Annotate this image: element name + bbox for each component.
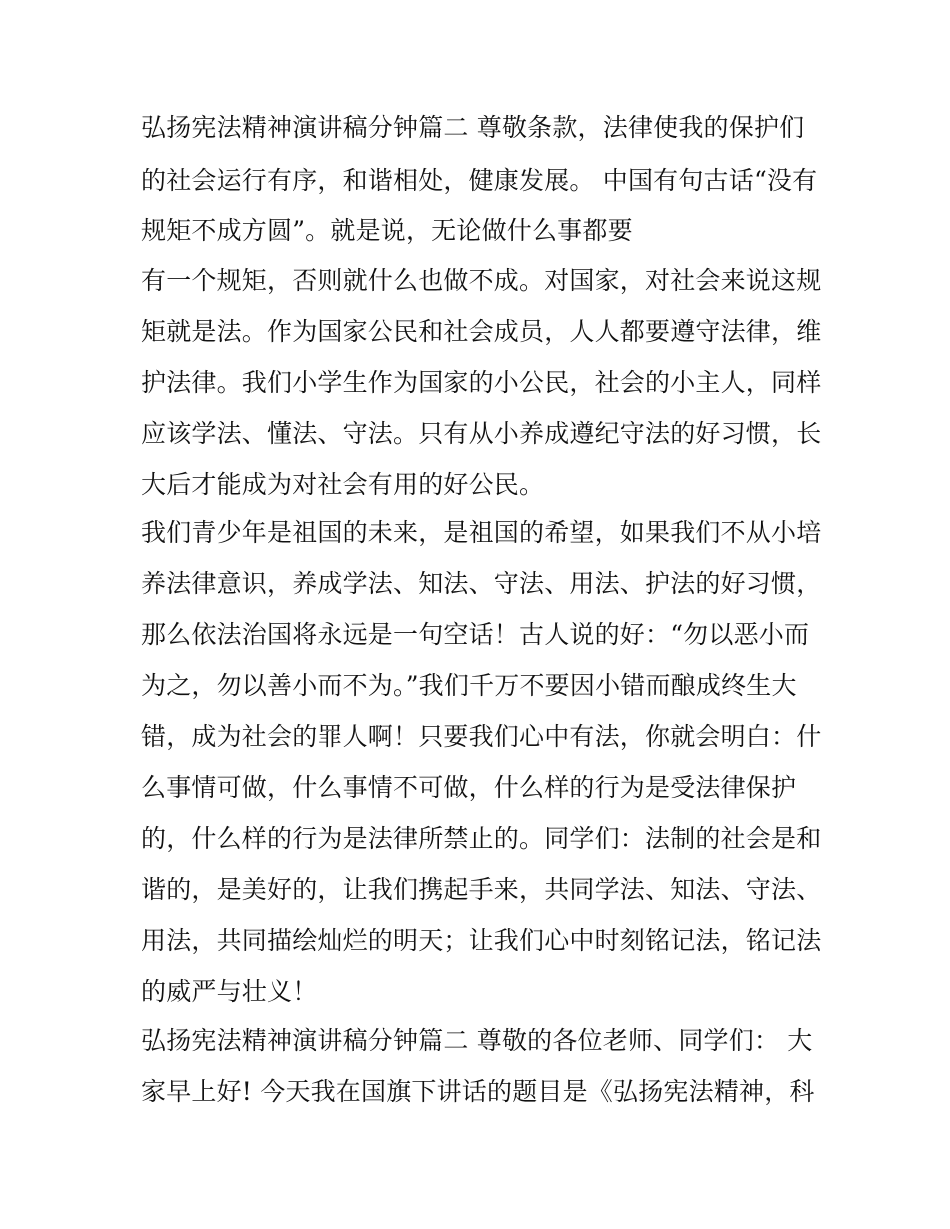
text-line: 的威严与壮义！ (141, 977, 318, 1006)
text-line: 养法律意识，养成学法、知法、守法、用法、护法的好习惯， (141, 569, 822, 598)
text-line: 用法，共同描绘灿烂的明天；让我们心中时刻铭记法，铭记法 (141, 926, 822, 955)
text-line: 错，成为社会的罪人啊！只要我们心中有法，你就会明白：什 (141, 722, 822, 751)
text-line: 么事情可做，什么事情不可做，什么样的行为是受法律保护 (141, 773, 797, 802)
text-line: 谐的，是美好的，让我们携起手来，共同学法、知法、守法、 (141, 875, 822, 904)
text-line: 矩就是法。作为国家公民和社会成员，人人都要遵守法律，维 (141, 317, 822, 346)
text-line: 为之，勿以善小而不为。”我们千万不要因小错而酿成终生大 (141, 671, 797, 700)
text-line: 的，什么样的行为是法律所禁止的。同学们：法制的社会是和 (141, 824, 822, 853)
text-line: 护法律。我们小学生作为国家的小公民，社会的小主人，同样 (141, 368, 822, 397)
text-line: 家早上好! 今天我在国旗下讲话的题目是《弘扬宪法精神，科 (141, 1077, 815, 1106)
text-line: 的社会运行有序，和谐相处，健康发展。 中国有句古话“没有 (141, 166, 818, 195)
text-line: 有一个规矩，否则就什么也做不成。对国家，对社会来说这规 (141, 266, 822, 295)
text-line: 应该学法、懂法、守法。只有从小养成遵纪守法的好习惯，长 (141, 419, 822, 448)
text-line: 我们青少年是祖国的未来，是祖国的希望，如果我们不从小培 (141, 518, 822, 547)
text-line: 大后才能成为对社会有用的好公民。 (141, 470, 545, 499)
text-line: 弘扬宪法精神演讲稿分钟篇二 尊敬的各位老师、同学们： 大 (141, 1026, 813, 1055)
text-line: 那么依法治国将永远是一句空话！古人说的好：“勿以恶小而 (141, 620, 810, 649)
text-line: 规矩不成方圆”。就是说，无论做什么事都要 (141, 216, 633, 245)
text-line: 弘扬宪法精神演讲稿分钟篇二 尊敬条款，法律使我的保护们 (141, 113, 805, 142)
